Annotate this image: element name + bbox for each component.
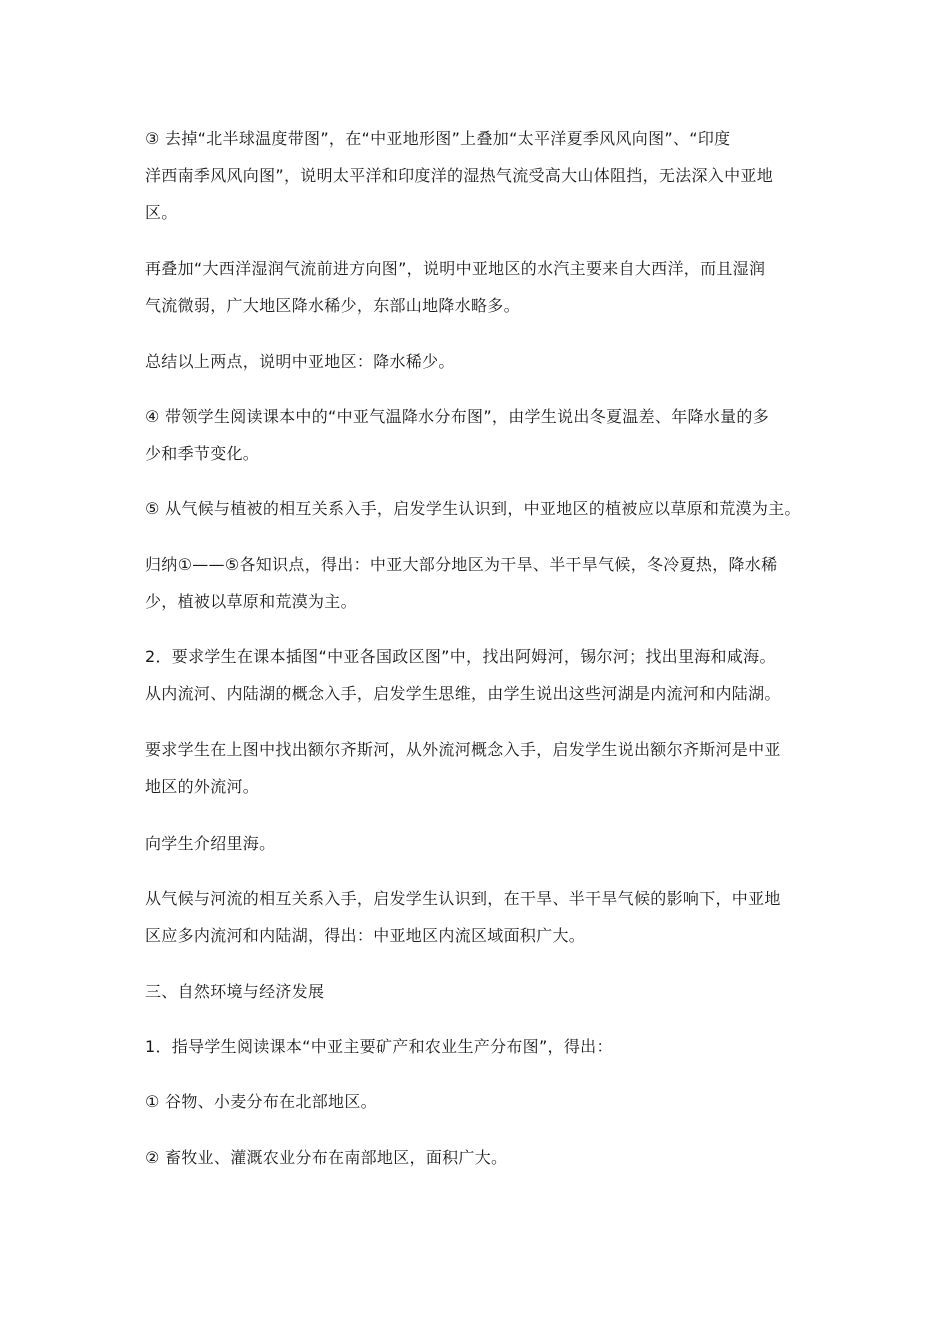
text-line: 从气候与河流的相互关系入手，启发学生认识到，在干旱、半干旱气候的影响下，中亚地 <box>145 889 781 908</box>
text-line: 2．要求学生在课本插图“中亚各国政区图”中，找出阿姆河，锡尔河；找出里海和咸海。 <box>145 647 776 666</box>
text-line: ⑤ 从气候与植被的相互关系入手，启发学生认识到，中亚地区的植被应以草原和荒漠为主。 <box>145 499 801 518</box>
text-line: ③ 去掉“北半球温度带图”，在“中亚地形图”上叠加“太平洋夏季风风向图”、“印度 <box>145 129 731 148</box>
text-line: 总结以上两点，说明中亚地区：降水稀少。 <box>145 352 455 371</box>
text-line: 少和季节变化。 <box>145 444 260 463</box>
text-line: ④ 带领学生阅读课本中的“中亚气温降水分布图”，由学生说出冬夏温差、年降水量的多 <box>145 407 770 426</box>
text-line: 区应多内流河和内陆湖，得出：中亚地区内流区域面积广大。 <box>145 926 586 945</box>
section-heading-environment-economy <box>145 973 820 1010</box>
text-line: 地区的外流河。 <box>145 777 260 796</box>
paragraph-atlantic-overlay <box>145 250 820 324</box>
text-line: 从内流河、内陆湖的概念入手，启发学生思维，由学生说出这些河湖是内流河和内陆湖。 <box>145 684 781 703</box>
text-line: 三、自然环境与经济发展 <box>145 982 325 1001</box>
text-line: 归纳①——⑤各知识点，得出：中亚大部分地区为干旱、半干旱气候，冬冷夏热，降水稀 <box>145 555 778 574</box>
paragraph-climate-rivers <box>145 880 820 954</box>
paragraph-caspian-sea <box>145 825 820 862</box>
paragraph-conclusion-climate <box>145 546 820 620</box>
paragraph-summary-precipitation <box>145 343 820 380</box>
text-line: ② 畜牧业、灌溉农业分布在南部地区，面积广大。 <box>145 1148 508 1167</box>
text-line: 向学生介绍里海。 <box>145 834 276 853</box>
text-line: 洋西南季风风向图”，说明太平洋和印度洋的湿热气流受高大山体阻挡，无法深入中亚地 <box>145 166 773 185</box>
paragraph-livestock-irrigation <box>145 1139 820 1176</box>
paragraph-rivers-lakes <box>145 638 820 712</box>
text-line: 要求学生在上图中找出额尔齐斯河，从外流河概念入手，启发学生说出额尔齐斯河是中亚 <box>145 740 781 759</box>
paragraph-minerals-agriculture <box>145 1028 820 1065</box>
text-line: ① 谷物、小麦分布在北部地区。 <box>145 1092 377 1111</box>
text-line: 区。 <box>145 203 178 222</box>
text-line: 1．指导学生阅读课本“中亚主要矿产和农业生产分布图”，得出： <box>145 1037 613 1056</box>
paragraph-step-4 <box>145 398 820 472</box>
text-line: 少，植被以草原和荒漠为主。 <box>145 592 357 611</box>
text-line: 气流微弱，广大地区降水稀少，东部山地降水略多。 <box>145 296 520 315</box>
paragraph-grain-wheat <box>145 1083 820 1120</box>
text-line: 再叠加“大西洋湿润气流前进方向图”，说明中亚地区的水汽主要来自大西洋，而且湿润 <box>145 259 766 278</box>
paragraph-step-3 <box>145 120 820 231</box>
paragraph-irtysh-river <box>145 731 820 805</box>
paragraph-step-5 <box>145 490 820 527</box>
